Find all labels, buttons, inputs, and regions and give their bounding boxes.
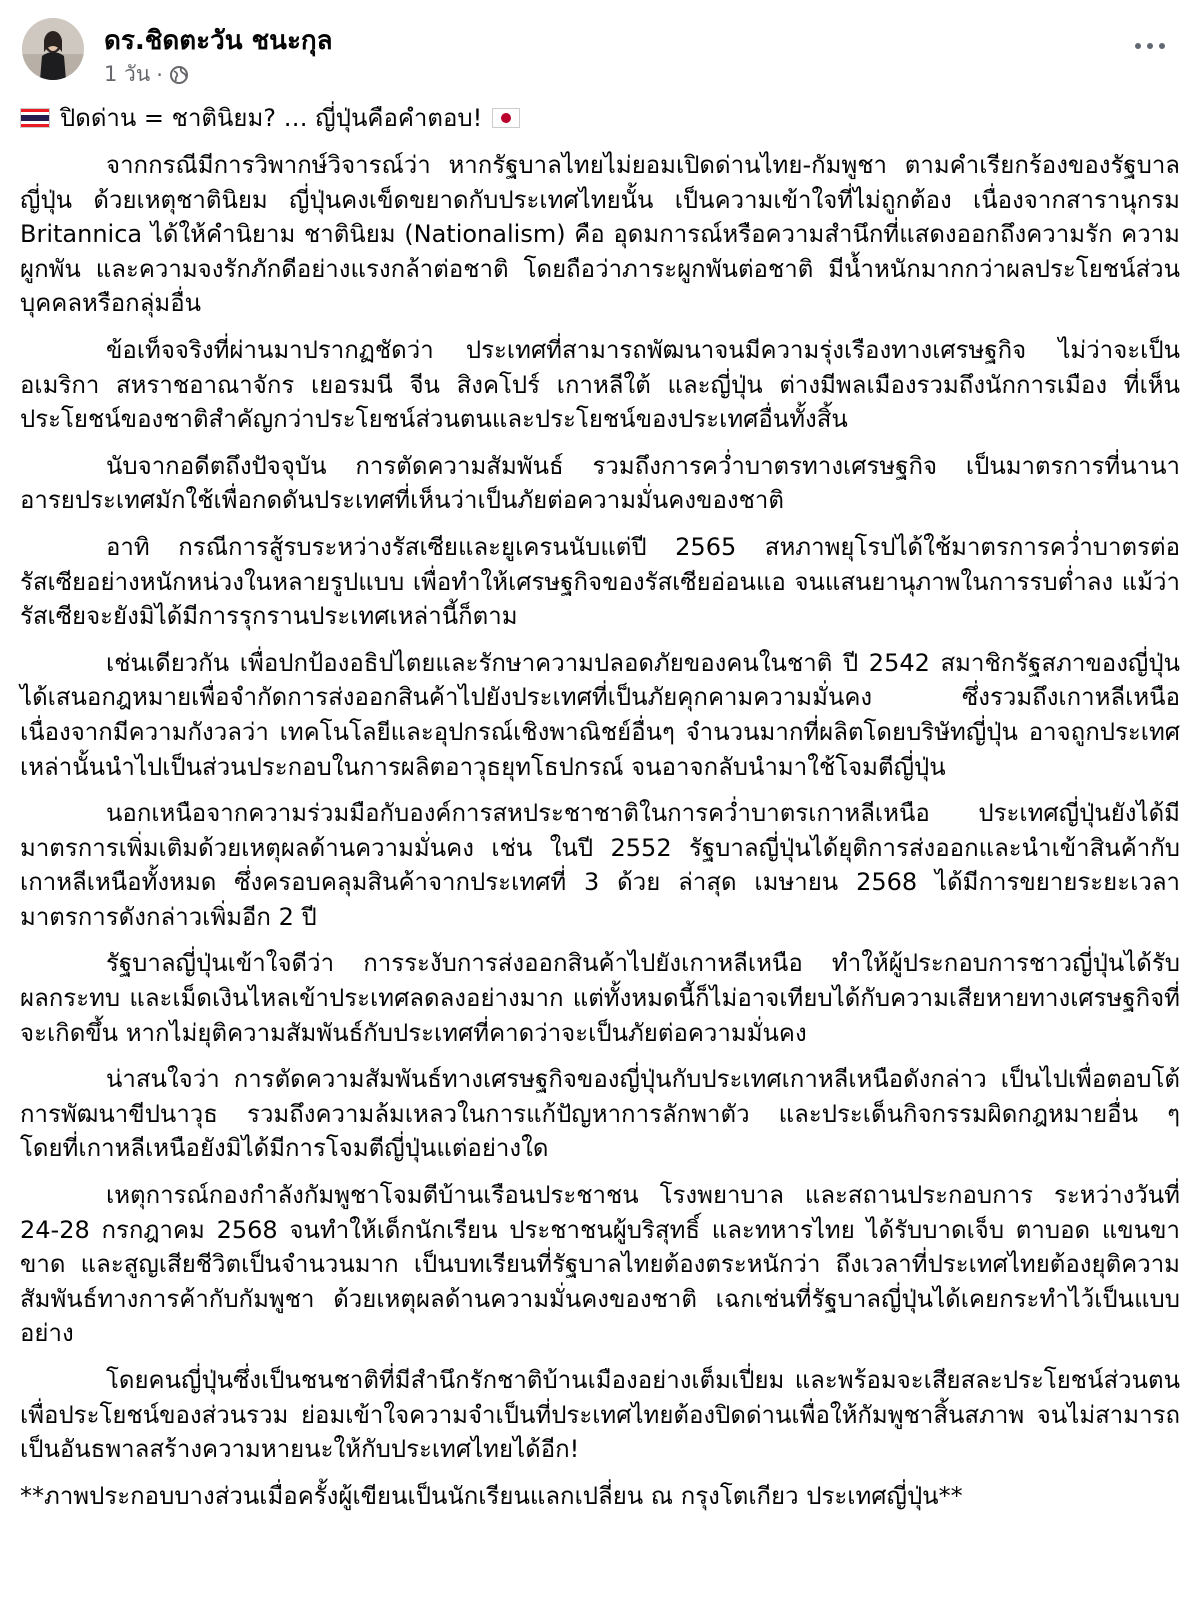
paragraph: โดยคนญี่ปุ่นซึ่งเป็นชนชาติที่มีสำนึกรักชาติบ้านเมืองอย่างเต็มเปี่ยม และพร้อมจะเสียสละประโยชน์ส่วนตน เพื่อประโยชน์ของส่วนรวม ย่อมเข้าใจความจำเป็นที่ประเทศไทยต้องปิดด่านเพื่อให้กัมพูชาสิ้นสภาพ จนไม่สามารถเป็นอันธพาลสร้างความหายนะให้กับประเทศไทยได้อีก!: [20, 1366, 1180, 1464]
post-headline-row: [20, 96, 1180, 140]
paragraph: นับจากอดีตถึงปัจจุบัน การตัดความสัมพันธ์ รวมถึงการคว่ำบาตรทางเศรษฐกิจ เป็นมาตรการที่นานาอารยประเทศมักใช้เพื่อกดดันประเทศที่เห็นว่าเป็นภัยต่อความมั่นคงของชาติ: [20, 451, 1180, 515]
post-headline: ปิดด่าน = ชาตินิยม? … ญี่ปุ่นคือคำตอบ!: [60, 103, 483, 132]
avatar-image: [22, 18, 84, 80]
paragraph: นอกเหนือจากความร่วมมือกับองค์การสหประชาชาติในการคว่ำบาตรเกาหลีเหนือ ประเทศญี่ปุ่นยังได้มีมาตรการเพิ่มเติมด้วยเหตุผลด้านความมั่นคง เช่น ในปี 2552 รัฐบาลญี่ปุ่นได้ยุติการส่งออกและนำเข้าสินค้ากับเกาหลีเหนือทั้งหมด ซึ่งครอบคลุมสินค้าจากประเทศที่ 3 ด้วย ล่าสุด เมษายน 2568 ได้มีการขยายระยะเวลามาตรการดังกล่าวเพิ่มอีก 2 ปี: [20, 799, 1180, 931]
post-meta: [104, 58, 189, 91]
more-dot: [1147, 43, 1153, 49]
paragraph: รัฐบาลญี่ปุ่นเข้าใจดีว่า การระงับการส่งออกสินค้าไปยังเกาหลีเหนือ ทำให้ผู้ประกอบการชาวญี่ปุ่นได้รับผลกระทบ และเม็ดเงินไหลเข้าประเทศลดลงอย่างมาก แต่ทั้งหมดนี้ก็ไม่อาจเทียบได้กับความเสียหายทางเศรษฐกิจที่จะเกิดขึ้น หากไม่ยุติความสัมพันธ์กับประเทศที่คาดว่าจะเป็นภัยต่อความมั่นคง: [20, 949, 1180, 1047]
globe-icon[interactable]: [169, 65, 189, 85]
more-dot: [1159, 43, 1165, 49]
paragraph: เหตุการณ์กองกำลังกัมพูชาโจมตีบ้านเรือนประชาชน โรงพยาบาล และสถานประกอบการ ระหว่างวันที่ 24-28 กรกฎาคม 2568 จนทำให้เด็กนักเรียน ประชาชนผู้บริสุทธิ์ และทหารไทย ได้รับบาดเจ็บ ตาบอด แขนขาขาด และสูญเสียชีวิตเป็นจำนวนมาก เป็นบทเรียนที่รัฐบาลไทยต้องตระหนักว่า ถึงเวลาที่ประเทศไทยต้องยุติความสัมพันธ์ทางการค้ากับกัมพูชา ด้วยเหตุผลด้านความมั่นคงของชาติ เฉกเช่นที่รัฐบาลญี่ปุ่นได้เคยกระทำไว้เป็นแบบอย่าง: [20, 1181, 1180, 1348]
paragraph: ข้อเท็จจริงที่ผ่านมาปรากฏชัดว่า ประเทศที่สามารถพัฒนาจนมีความรุ่งเรืองทางเศรษฐกิจ ไม่ว่าจะเป็นอเมริกา สหราชอาณาจักร เยอรมนี จีน สิงคโปร์ เกาหลีใต้ และญี่ปุ่น ต่างมีพลเมืองรวมถึงนักการเมือง ที่เห็นประโยชน์ของชาติสำคัญกว่าประโยชน์ส่วนตนและประโยชน์ของประเทศอื่นทั้งสิ้น: [20, 335, 1180, 434]
paragraph: อาทิ กรณีการสู้รบระหว่างรัสเซียและยูเครนนับแต่ปี 2565 สหภาพยุโรปได้ใช้มาตรการคว่ำบาตรต่อรัสเซียอย่างหนักหน่วงในหลายรูปแบบ เพื่อทำให้เศรษฐกิจของรัสเซียอ่อนแอ จนแสนยานุภาพในการรบต่ำลง แม้ว่ารัสเซียจะยังมิได้มีการรุกรานประเทศเหล่านี้ก็ตาม: [20, 532, 1180, 631]
avatar[interactable]: [22, 18, 84, 80]
author-name[interactable]: ดร.ชิดตะวัน ชนะกุล: [104, 26, 333, 56]
more-dot: [1135, 43, 1141, 49]
post-header: [20, 14, 1180, 90]
japan-flag-icon: [492, 108, 520, 128]
thailand-flag-icon: [20, 108, 50, 128]
paragraph: จากกรณีมีการวิพากษ์วิจารณ์ว่า หากรัฐบาลไทยไม่ยอมเปิดด่านไทย-กัมพูชา ตามคำเรียกร้องของรัฐบาลญี่ปุ่น ด้วยเหตุชาตินิยม ญี่ปุ่นคงเข็ดขยาดกับประเทศไทยนั้น เป็นความเข้าใจที่ไม่ถูกต้อง เนื่องจากสารานุกรม Britannica ได้ให้คำนิยาม ชาตินิยม (Nationalism) คือ อุดมการณ์หรือความสำนึกที่แสดงออกถึงความรัก ความผูกพัน และความจงรักภักดีอย่างแรงกล้าต่อชาติ โดยถือว่าภาระผูกพันต่อชาติ มีน้ำหนักมากกว่าผลประโยชน์ส่วนบุคคลหรือกลุ่มอื่น: [20, 151, 1180, 318]
more-horizontal-icon[interactable]: [1128, 34, 1172, 58]
post-content: [20, 96, 1180, 1513]
paragraph: เช่นเดียวกัน เพื่อปกป้องอธิปไตยและรักษาความปลอดภัยของคนในชาติ ปี 2542 สมาชิกรัฐสภาของญี่ปุ่นได้เสนอกฎหมายเพื่อจำกัดการส่งออกสินค้าไปยังประเทศที่เป็นภัยคุกคามความมั่นคง ซึ่งรวมถึงเกาหลีเหนือ เนื่องจากมีความกังวลว่า เทคโนโลยีและอุปกรณ์เชิงพาณิชย์อื่นๆ จำนวนมากที่ผลิตโดยบริษัทญี่ปุ่น อาจถูกประเทศเหล่านั้นนำไปเป็นส่วนประกอบในการผลิตอาวุธยุทโธปกรณ์ จนอาจกลับนำมาใช้โจมตีญี่ปุ่น: [20, 648, 1180, 781]
post-time[interactable]: 1 วัน: [104, 62, 151, 86]
post-footnote: **ภาพประกอบบางส่วนเมื่อครั้งผู้เขียนเป็นนักเรียนแลกเปลี่ยน ณ กรุงโตเกียว ประเทศญี่ปุ่น**: [20, 1481, 963, 1510]
meta-separator: ·: [156, 62, 163, 87]
paragraph: น่าสนใจว่า การตัดความสัมพันธ์ทางเศรษฐกิจของญี่ปุ่นกับประเทศเกาหลีเหนือดังกล่าว เป็นไปเพื่อตอบโต้การพัฒนาขีปนาวุธ รวมถึงความล้มเหลวในการแก้ปัญหาการลักพาตัว และประเด็นกิจกรรมผิดกฎหมายอื่น ๆ โดยที่เกาหลีเหนือยังมิได้มีการโจมตีญี่ปุ่นแต่อย่างใด: [20, 1065, 1180, 1163]
